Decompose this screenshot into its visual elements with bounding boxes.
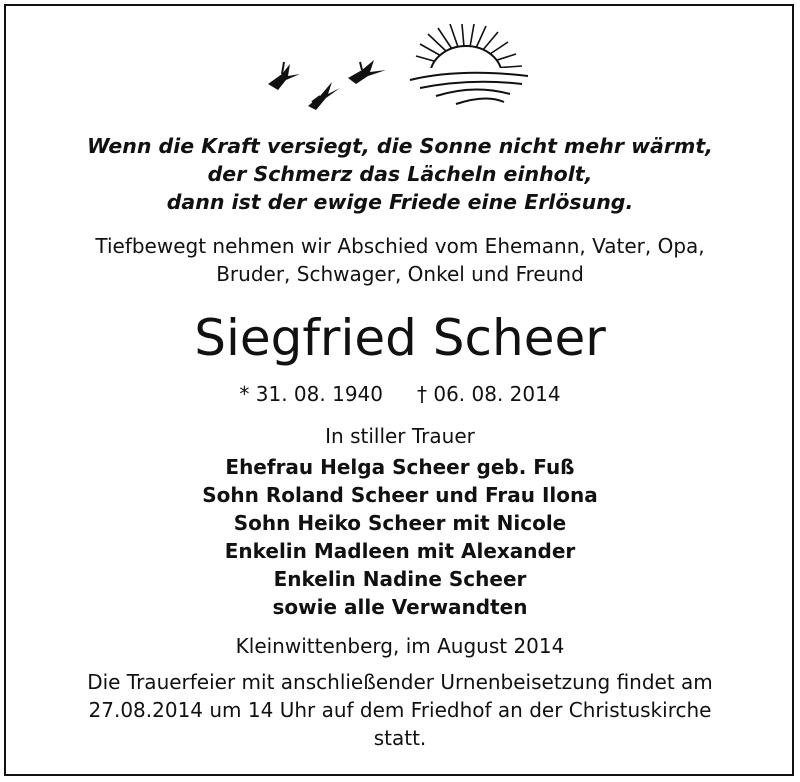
mourner-entry: Sohn Roland Scheer und Frau Ilona — [202, 483, 598, 507]
death-date: † 06. 08. 2014 — [417, 382, 561, 406]
mourner-entry: Ehefrau Helga Scheer geb. Fuß — [225, 455, 575, 479]
motto-line: der Schmerz das Lächeln einholt, — [207, 162, 593, 186]
motto-line: Wenn die Kraft versiegt, die Sonne nicht mehr wärmt, — [87, 134, 713, 158]
flying-bird-icon — [268, 62, 300, 90]
memorial-motto — [0, 132, 800, 216]
birds-and-sunrise-icon — [260, 24, 540, 124]
mourner-entry: Enkelin Nadine Scheer — [273, 567, 527, 591]
ceremony-notice — [0, 668, 800, 752]
intro-line: Bruder, Schwager, Onkel und Freund — [216, 262, 584, 286]
mourners-list — [0, 453, 800, 621]
ceremony-line: statt. — [373, 726, 427, 750]
place-and-date: Kleinwittenberg, im August 2014 — [235, 634, 565, 658]
deceased-name: Siegfried Scheer — [194, 309, 606, 367]
mourner-entry: Enkelin Madleen mit Alexander — [224, 539, 576, 563]
mourner-entry: Sohn Heiko Scheer mit Nicole — [233, 511, 567, 535]
birth-date: * 31. 08. 1940 — [239, 382, 383, 406]
intro-line: Tiefbewegt nehmen wir Abschied vom Ehemann, Vater, Opa, — [95, 234, 705, 258]
motto-line: dann ist der ewige Friede eine Erlösung. — [166, 190, 634, 214]
flying-bird-icon — [308, 82, 340, 110]
farewell-intro — [0, 232, 800, 288]
mourning-label: In stiller Trauer — [325, 424, 475, 448]
mourner-entry: sowie alle Verwandten — [272, 595, 528, 619]
flying-bird-icon — [348, 60, 386, 84]
life-dates — [0, 380, 800, 408]
ceremony-line: Die Trauerfeier mit anschließender Urnenbeisetzung findet am — [87, 670, 713, 694]
ceremony-line: 27.08.2014 um 14 Uhr auf dem Friedhof an der Christuskirche — [88, 698, 712, 722]
